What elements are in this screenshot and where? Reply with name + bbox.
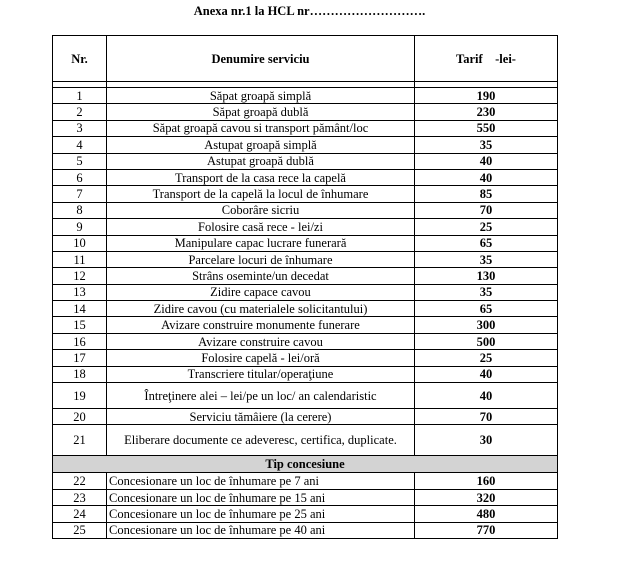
table-header-row: [53, 36, 558, 82]
cell-name: Zidire cavou (cu materialele solicitantului): [107, 301, 415, 317]
cell-tarif: 40: [415, 383, 558, 409]
cell-nr: 6: [53, 169, 107, 185]
table-row: [53, 301, 558, 317]
table-row: [53, 268, 558, 284]
table-row: [53, 219, 558, 235]
cell-tarif: 85: [415, 186, 558, 202]
cell-nr: 15: [53, 317, 107, 333]
table-row: [53, 333, 558, 349]
cell-name: Serviciu tămâiere (la cerere): [107, 409, 415, 425]
cell-nr: 18: [53, 366, 107, 382]
cell-name: Săpat groapă cavou si transport pământ/loc: [107, 120, 415, 136]
concession-row: [53, 473, 558, 489]
cell-nr: 16: [53, 333, 107, 349]
concession-row: [53, 522, 558, 538]
cell-name: Parcelare locuri de înhumare: [107, 251, 415, 267]
table-row: [53, 350, 558, 366]
header-nr: Nr.: [53, 36, 107, 82]
table-row: [53, 153, 558, 169]
cell-nr: 3: [53, 120, 107, 136]
cell-nr: 11: [53, 251, 107, 267]
cell-nr: 17: [53, 350, 107, 366]
cell-nr: 10: [53, 235, 107, 251]
cell-name: Concesionare un loc de înhumare pe 40 ani: [107, 522, 415, 538]
cell-nr: 19: [53, 383, 107, 409]
cell-tarif: 130: [415, 268, 558, 284]
cell-tarif: 550: [415, 120, 558, 136]
cell-name: Zidire capace cavou: [107, 284, 415, 300]
table-row: [53, 366, 558, 382]
table-row: [53, 120, 558, 136]
cell-name: Concesionare un loc de înhumare pe 15 ani: [107, 489, 415, 505]
cell-tarif: 25: [415, 219, 558, 235]
cell-nr: 2: [53, 104, 107, 120]
table-row: [53, 383, 558, 409]
section-title: Tip concesiune: [53, 456, 558, 473]
cell-name: Avizare construire monumente funerare: [107, 317, 415, 333]
cell-name: Săpat groapă dublă: [107, 104, 415, 120]
cell-tarif: 70: [415, 202, 558, 218]
table-row: [53, 186, 558, 202]
table-row: [53, 284, 558, 300]
cell-tarif: 40: [415, 169, 558, 185]
cell-nr: 22: [53, 473, 107, 489]
cell-name: Transcriere titular/operaţiune: [107, 366, 415, 382]
cell-nr: 5: [53, 153, 107, 169]
cell-name: Transport de la casa rece la capelă: [107, 169, 415, 185]
cell-tarif: 70: [415, 409, 558, 425]
cell-nr: 7: [53, 186, 107, 202]
cell-nr: 9: [53, 219, 107, 235]
cell-name: Folosire capelă - lei/oră: [107, 350, 415, 366]
table-row: [53, 235, 558, 251]
cell-tarif: 65: [415, 301, 558, 317]
cell-tarif: 35: [415, 251, 558, 267]
cell-nr: 21: [53, 425, 107, 456]
cell-tarif: 160: [415, 473, 558, 489]
cell-nr: 8: [53, 202, 107, 218]
header-tarif: Tarif -lei-: [415, 36, 558, 82]
cell-tarif: 40: [415, 153, 558, 169]
table-row: [53, 169, 558, 185]
cell-tarif: 65: [415, 235, 558, 251]
cell-nr: 14: [53, 301, 107, 317]
concession-row: [53, 489, 558, 505]
cell-name: Concesionare un loc de înhumare pe 7 ani: [107, 473, 415, 489]
cell-name: Eliberare documente ce adeveresc, certifica, duplicate.: [107, 425, 415, 456]
cell-name: Manipulare capac lucrare funerară: [107, 235, 415, 251]
cell-tarif: 35: [415, 137, 558, 153]
cell-name: Strâns osemintе/un decedat: [107, 268, 415, 284]
cell-tarif: 40: [415, 366, 558, 382]
cell-name: Folosire casă rece - lei/zi: [107, 219, 415, 235]
cell-name: Săpat groapă simplă: [107, 88, 415, 104]
cell-tarif: 480: [415, 506, 558, 522]
cell-name: Astupat groapă simplă: [107, 137, 415, 153]
cell-nr: 23: [53, 489, 107, 505]
cell-name: Concesionare un loc de înhumare pe 25 ani: [107, 506, 415, 522]
cell-tarif: 320: [415, 489, 558, 505]
cell-name: Coborâre sicriu: [107, 202, 415, 218]
cell-name: Transport de la capelă la locul de înhumare: [107, 186, 415, 202]
cell-nr: 1: [53, 88, 107, 104]
cell-nr: 4: [53, 137, 107, 153]
cell-tarif: 35: [415, 284, 558, 300]
cell-nr: 25: [53, 522, 107, 538]
cell-tarif: 500: [415, 333, 558, 349]
document-title: Anexa nr.1 la HCL nr……………………….: [193, 4, 426, 18]
cell-name: Astupat groapă dublă: [107, 153, 415, 169]
table-row: [53, 425, 558, 456]
concession-row: [53, 506, 558, 522]
cell-nr: 12: [53, 268, 107, 284]
cell-nr: 24: [53, 506, 107, 522]
cell-name: Avizare construire cavou: [107, 333, 415, 349]
cell-nr: 13: [53, 284, 107, 300]
cell-tarif: 300: [415, 317, 558, 333]
cell-name: Întreţinere alei – lei/pe un loc/ an calendaristic: [107, 383, 415, 409]
table-row: [53, 251, 558, 267]
table-row: [53, 317, 558, 333]
tariff-table: [52, 35, 558, 539]
section-header-row: [53, 456, 558, 473]
cell-tarif: 25: [415, 350, 558, 366]
cell-tarif: 770: [415, 522, 558, 538]
cell-tarif: 30: [415, 425, 558, 456]
table-row: [53, 202, 558, 218]
cell-nr: 20: [53, 409, 107, 425]
cell-tarif: 230: [415, 104, 558, 120]
cell-tarif: 190: [415, 88, 558, 104]
table-row: [53, 88, 558, 104]
header-denumire: Denumire serviciu: [107, 36, 415, 82]
table-row: [53, 409, 558, 425]
table-row: [53, 137, 558, 153]
table-row: [53, 104, 558, 120]
